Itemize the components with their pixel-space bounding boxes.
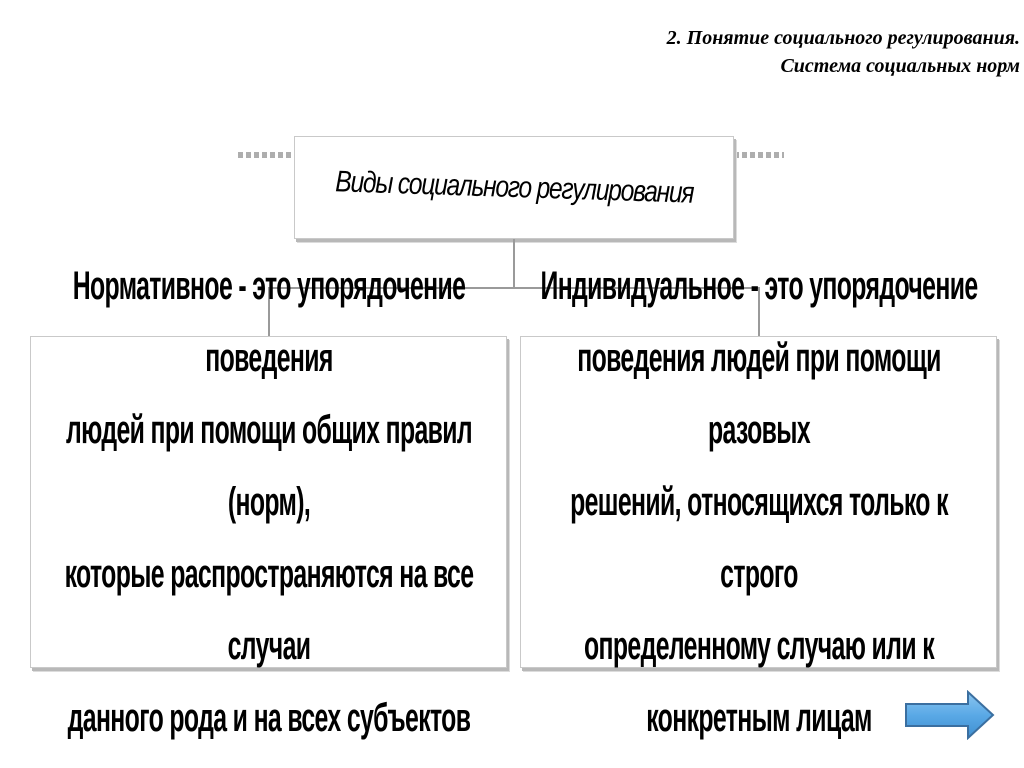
normative-node-box (30, 264, 507, 740)
slide-title (420, 24, 1020, 80)
next-slide-button[interactable] (904, 690, 996, 740)
decorative-dash-right (734, 152, 784, 158)
root-node-label: Виды социального регулирования (334, 164, 694, 210)
root-node-box (294, 136, 734, 239)
decorative-dash-left (238, 152, 294, 158)
right-arrow-icon (904, 690, 996, 740)
individual-node-text: Индивидуальное - это упорядочение поведения людей при помощи разовых решений, относящихся только к строго определенному случаю или к конкретным лицам (539, 264, 978, 740)
slide-title-line-2: Система социальных норм (780, 55, 1020, 77)
normative-node-text: Нормативное - это упорядочение поведения людей при помощи общих правил (норм), которые распространяются на все случаи данного рода и на всех субъектов (64, 264, 473, 740)
slide-title-line-1: 2. Понятие социального регулирования. (666, 27, 1020, 49)
individual-node-box (520, 264, 997, 740)
connector-root-down (513, 239, 515, 288)
